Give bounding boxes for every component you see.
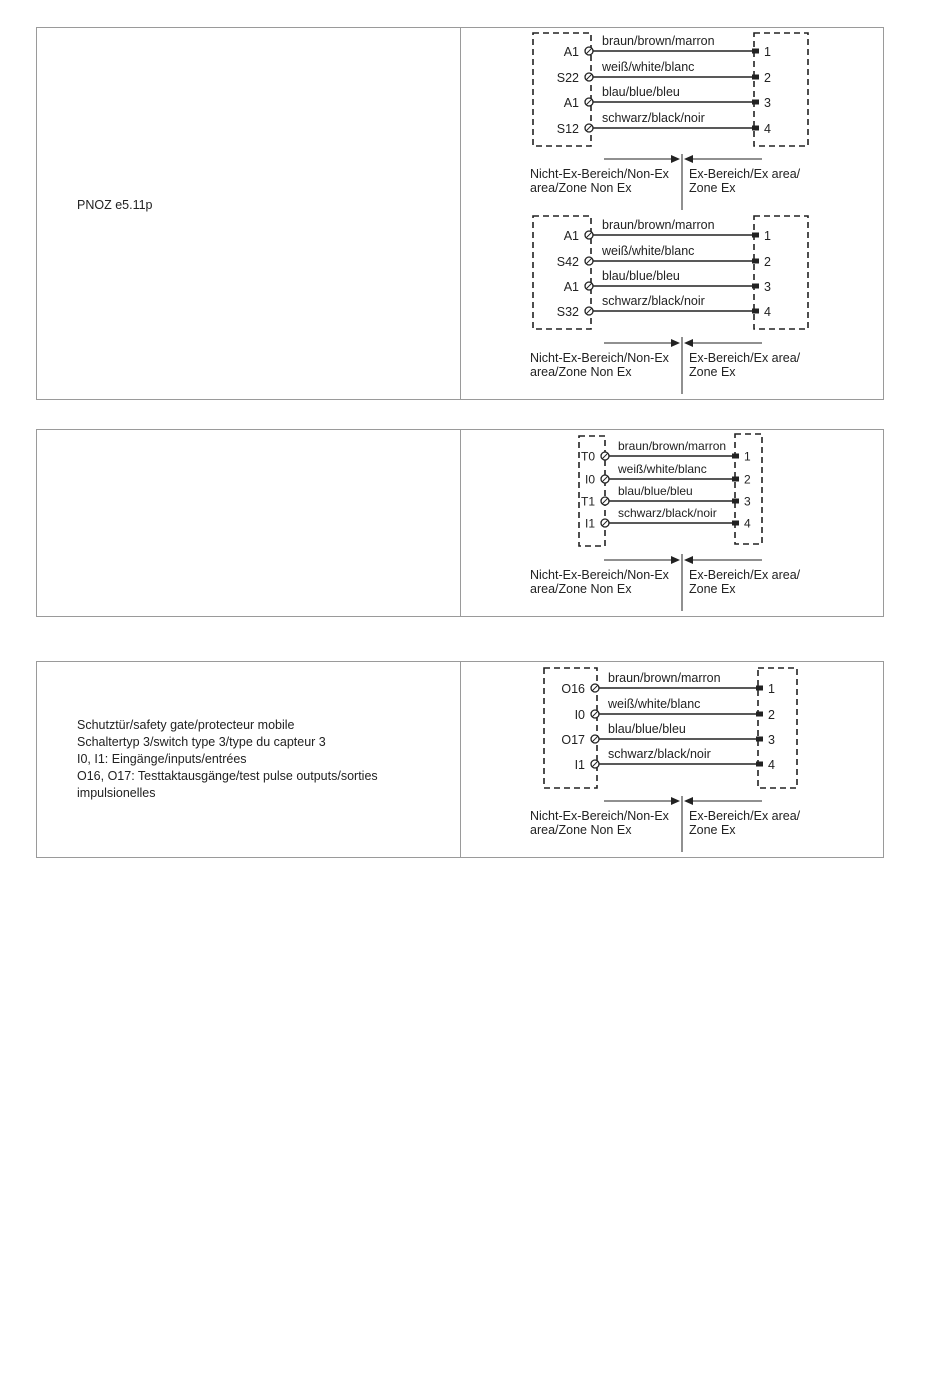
- terminal-label: S22: [556, 70, 579, 85]
- terminal-label: A1: [563, 95, 579, 110]
- pin-contact: [756, 686, 763, 691]
- wire-color-label: weiß/white/blanc: [602, 60, 695, 74]
- arrow-head-icon: [684, 797, 693, 805]
- terminal-label: O16: [561, 681, 585, 696]
- ex-zone-label: Ex-Bereich/Ex area/: [689, 809, 801, 823]
- ex-zone-label: Zone Ex: [689, 823, 736, 837]
- wire-color-label: schwarz/black/noir: [602, 294, 705, 308]
- terminal-label: O17: [561, 732, 585, 747]
- wire-color-label: blau/blue/bleu: [602, 85, 680, 99]
- pin-contact: [756, 737, 763, 742]
- description-line: PNOZ e5.11p: [77, 198, 153, 212]
- wire-color-label: weiß/white/blanc: [602, 244, 695, 258]
- terminal-label: A1: [563, 44, 579, 59]
- description-line: O16, O17: Testtaktausgänge/test pulse outputs/sorties: [77, 769, 378, 783]
- non-ex-zone-label: Nicht-Ex-Bereich/Non-Ex: [530, 568, 669, 582]
- terminal-label: I0: [574, 707, 585, 722]
- pin-number: 4: [764, 121, 771, 136]
- pin-number: 3: [744, 494, 751, 509]
- non-ex-zone-label: Nicht-Ex-Bereich/Non-Ex: [530, 351, 669, 365]
- wire-color-label: schwarz/black/noir: [608, 747, 711, 761]
- ex-zone-label: Zone Ex: [689, 582, 736, 596]
- terminal-label: A1: [563, 279, 579, 294]
- terminal-label: I0: [584, 472, 595, 487]
- pin-number: 2: [764, 254, 771, 269]
- wire-color-label: blau/blue/bleu: [608, 722, 686, 736]
- description-line: I0, I1: Eingänge/inputs/entrées: [77, 752, 247, 766]
- ex-zone-label: Zone Ex: [689, 365, 736, 379]
- wire-color-label: braun/brown/marron: [618, 439, 727, 453]
- wire-color-label: blau/blue/bleu: [602, 269, 680, 283]
- pin-contact: [756, 712, 763, 717]
- description-line: impulsionelles: [77, 786, 156, 800]
- non-ex-zone-label: area/Zone Non Ex: [530, 823, 632, 837]
- terminal-label: A1: [563, 228, 579, 243]
- non-ex-zone-label: area/Zone Non Ex: [530, 181, 632, 195]
- pin-number: 2: [764, 70, 771, 85]
- pin-number: 1: [768, 681, 775, 696]
- non-ex-zone-label: Nicht-Ex-Bereich/Non-Ex: [530, 809, 669, 823]
- pin-contact: [756, 762, 763, 767]
- terminal-label: T0: [580, 449, 595, 464]
- description-line: Schutztür/safety gate/protecteur mobile: [77, 718, 295, 732]
- terminal-label: I1: [584, 516, 595, 531]
- terminal-label: T1: [580, 494, 595, 509]
- pin-number: 4: [744, 516, 751, 531]
- pin-number: 4: [764, 304, 771, 319]
- pin-number: 3: [768, 732, 775, 747]
- non-ex-zone-label: Nicht-Ex-Bereich/Non-Ex: [530, 167, 669, 181]
- ex-zone-label: Ex-Bereich/Ex area/: [689, 167, 801, 181]
- wire-color-label: weiß/white/blanc: [608, 697, 701, 711]
- ex-zone-label: Zone Ex: [689, 181, 736, 195]
- terminal-label: S32: [556, 304, 579, 319]
- terminal-label: I1: [574, 757, 585, 772]
- wire-color-label: schwarz/black/noir: [618, 506, 717, 520]
- pin-number: 2: [744, 472, 751, 487]
- wire-color-label: schwarz/black/noir: [602, 111, 705, 125]
- wire-color-label: weiß/white/blanc: [618, 462, 707, 476]
- wire-color-label: blau/blue/bleu: [618, 484, 693, 498]
- terminal-label: S12: [556, 121, 579, 136]
- ex-zone-label: Ex-Bereich/Ex area/: [689, 568, 801, 582]
- pin-number: 2: [768, 707, 775, 722]
- wire-color-label: braun/brown/marron: [608, 671, 721, 685]
- pin-number: 1: [744, 449, 751, 464]
- terminal-label: S42: [556, 254, 579, 269]
- pin-number: 3: [764, 95, 771, 110]
- pin-number: 4: [768, 757, 775, 772]
- wire-color-label: braun/brown/marron: [602, 218, 715, 232]
- pin-number: 1: [764, 228, 771, 243]
- pin-number: 3: [764, 279, 771, 294]
- sensor-connector-box: [758, 668, 797, 788]
- arrow-head-icon: [671, 797, 680, 805]
- description-line: Schaltertyp 3/switch type 3/type du capteur 3: [77, 735, 326, 749]
- wire-color-label: braun/brown/marron: [602, 34, 715, 48]
- non-ex-zone-label: area/Zone Non Ex: [530, 365, 632, 379]
- ex-zone-label: Ex-Bereich/Ex area/: [689, 351, 801, 365]
- non-ex-zone-label: area/Zone Non Ex: [530, 582, 632, 596]
- pin-number: 1: [764, 44, 771, 59]
